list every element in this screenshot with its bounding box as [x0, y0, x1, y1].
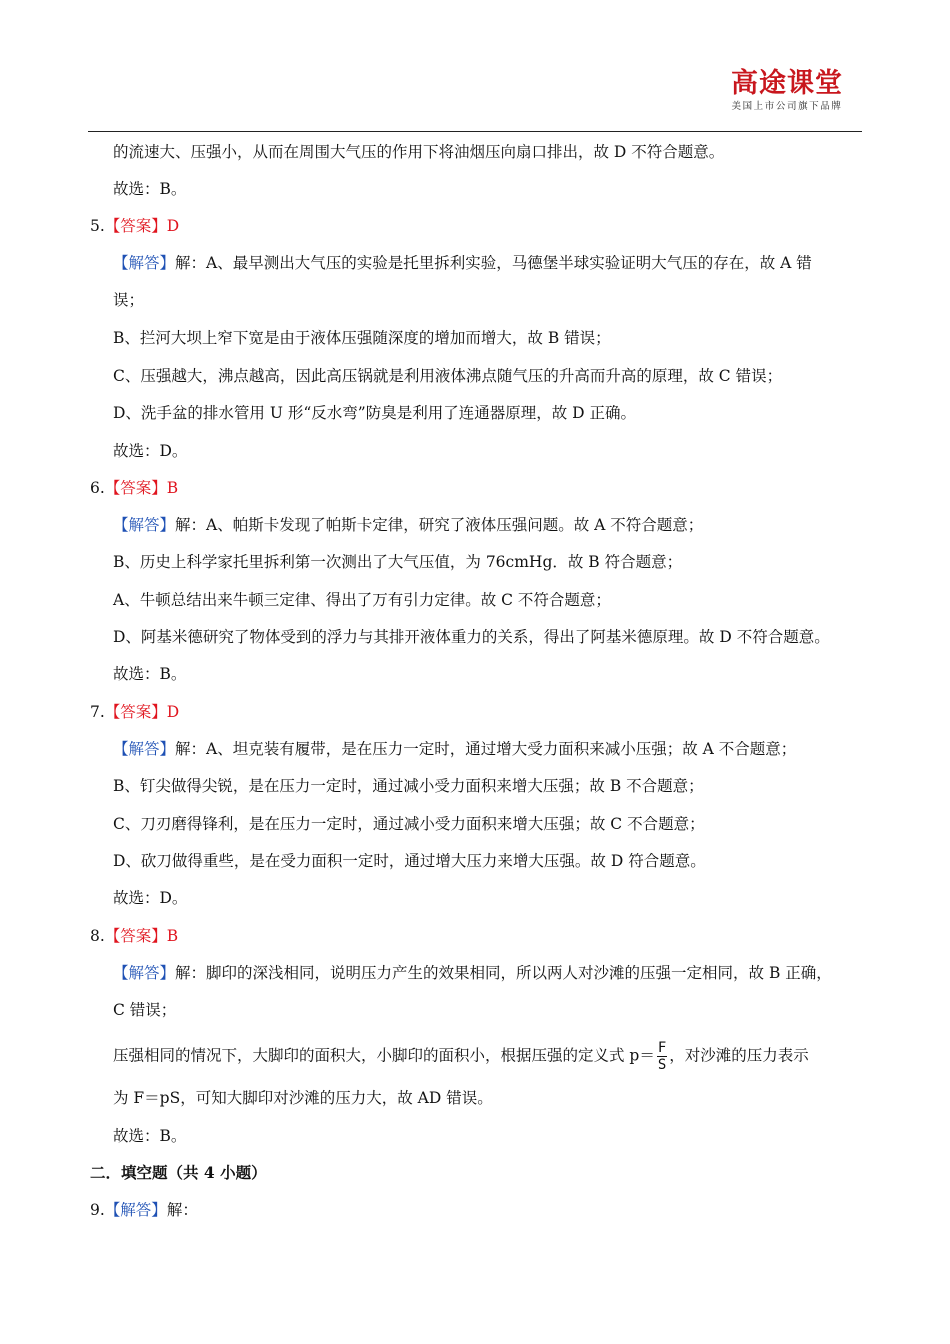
- answer-line-7: [90, 702, 179, 722]
- text-line: D、砍刀做得重些，是在受力面积一定时，通过增大压力来增大压强。故 D 符合题意。: [113, 852, 706, 870]
- formula-line: [113, 1040, 809, 1073]
- solution-tag: 【解答】: [113, 740, 176, 758]
- solution-line: [113, 963, 832, 983]
- solution-text: 解：A、坦克装有履带，是在压力一定时，通过增大受力面积来减小压强；故 A 不合题意；: [175, 740, 797, 758]
- answer-tag: 【答案】D: [104, 703, 180, 721]
- text-line: 故选：D。: [113, 889, 188, 907]
- solution-text: 解：A、帕斯卡发现了帕斯卡定律，研究了液体压强问题。故 A 不符合题意；: [175, 516, 704, 534]
- answer-line-9: [90, 1200, 198, 1220]
- solution-tag: 【解答】: [104, 1201, 167, 1219]
- text-line: A、牛顿总结出来牛顿三定律、得出了万有引力定律。故 C 不符合题意；: [113, 591, 611, 609]
- text-line: D、阿基米德研究了物体受到的浮力与其排开液体重力的关系，得出了阿基米德原理。故 D 不符合题意。: [113, 628, 830, 646]
- text-line: 故选：B。: [113, 180, 187, 198]
- text-line: 为 F＝pS，可知大脚印对沙滩的压力大，故 AD 错误。: [113, 1089, 493, 1107]
- fraction-denominator: S: [657, 1057, 667, 1073]
- solution-tag: 【解答】: [113, 254, 176, 272]
- solution-text: 解：脚印的深浅相同，说明压力产生的效果相同，所以两人对沙滩的压强一定相同，故 B 正确，: [175, 964, 832, 982]
- answer-tag: 【答案】D: [104, 217, 180, 235]
- solution-line: [113, 253, 812, 273]
- brand-logo: [731, 68, 843, 113]
- text-line: 误；: [113, 291, 145, 309]
- question-number: 9.: [90, 1201, 105, 1219]
- question-number: 7.: [90, 703, 105, 721]
- answer-line-5: [90, 216, 179, 236]
- text-line: C、刀刃磨得锋利，是在压力一定时，通过减小受力面积来增大压强；故 C 不合题意；: [113, 815, 705, 833]
- answer-tag: 【答案】B: [104, 927, 179, 945]
- answer-line-8: [90, 926, 178, 946]
- text-line: 故选：B。: [113, 1127, 187, 1145]
- answer-line-6: [90, 478, 178, 498]
- question-number: 8.: [90, 927, 105, 945]
- formula-text-before: 压强相同的情况下，大脚印的面积大，小脚印的面积小，根据压强的定义式 p＝: [113, 1046, 655, 1065]
- text-line: B、拦河大坝上窄下宽是由于液体压强随深度的增加而增大，故 B 错误；: [113, 329, 611, 347]
- text-line: B、历史上科学家托里拆利第一次测出了大气压值，为 76cmHg．故 B 符合题意；: [113, 553, 683, 571]
- section-heading: 二．填空题（共 4 小题）: [90, 1163, 267, 1182]
- header-divider: [88, 131, 862, 132]
- solution-text: 解：: [166, 1201, 198, 1219]
- pressure-fraction: [657, 1040, 667, 1073]
- logo-subtitle: 美国上市公司旗下品牌: [731, 101, 843, 112]
- text-line: 故选：D。: [113, 442, 188, 460]
- solution-tag: 【解答】: [113, 964, 176, 982]
- text-line: C 错误；: [113, 1001, 177, 1019]
- solution-line: [113, 515, 703, 535]
- formula-text-after: ，对沙滩的压力表示: [669, 1046, 809, 1065]
- question-number: 5.: [90, 217, 105, 235]
- fraction-numerator: F: [657, 1040, 667, 1056]
- text-line: 的流速大、压强小，从而在周围大气压的作用下将油烟压向扇口排出，故 D 不符合题意。: [113, 143, 725, 161]
- solution-line: [113, 739, 796, 759]
- solution-text: 解：A、最早测出大气压的实验是托里拆利实验，马德堡半球实验证明大气压的存在，故 A 错: [175, 254, 812, 272]
- text-line: D、洗手盆的排水管用 U 形“反水弯”防臭是利用了连通器原理，故 D 正确。: [113, 404, 636, 422]
- text-line: 故选：B。: [113, 665, 187, 683]
- text-line: B、钉尖做得尖锐，是在压力一定时，通过减小受力面积来增大压强；故 B 不合题意；: [113, 777, 704, 795]
- question-number: 6.: [90, 479, 105, 497]
- text-line: C、压强越大，沸点越高，因此高压锅就是利用液体沸点随气压的升高而升高的原理，故 C 错误；: [113, 367, 783, 385]
- answer-tag: 【答案】B: [104, 479, 179, 497]
- logo-title: 高途课堂: [731, 68, 843, 99]
- solution-tag: 【解答】: [113, 516, 176, 534]
